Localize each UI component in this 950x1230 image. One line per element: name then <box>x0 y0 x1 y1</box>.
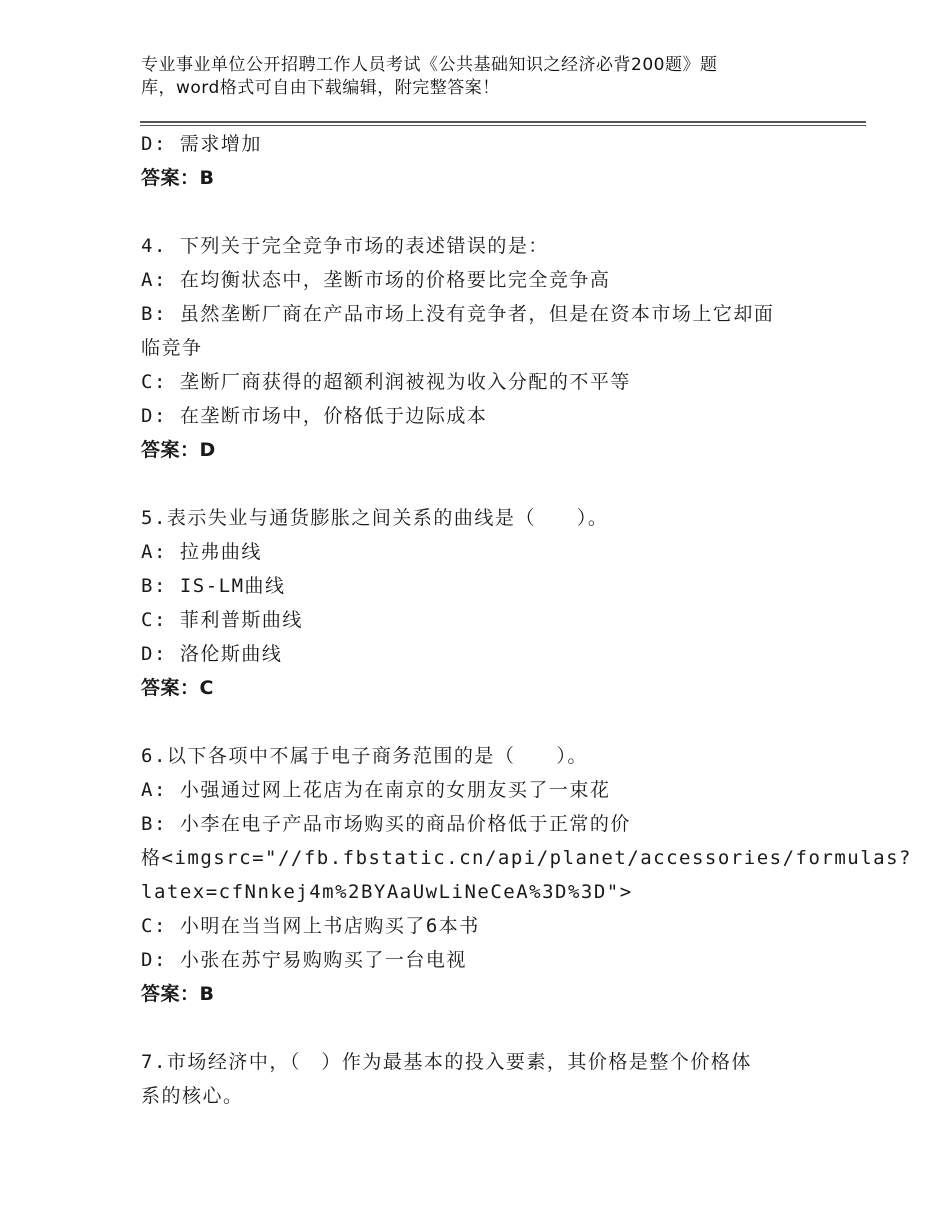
option-b: B: 小李在电子产品市场购买的商品价格低于正常的价 <box>141 813 631 835</box>
answer: 答案：B <box>141 983 215 1005</box>
option-b: B: IS-LM曲线 <box>141 575 286 597</box>
option-d: D: 需求增加 <box>141 133 262 155</box>
option-d: D: 小张在苏宁易购购买了一台电视 <box>141 949 467 971</box>
question-text-continued: 系的核心。 <box>141 1085 244 1107</box>
option-c: C: 菲利普斯曲线 <box>141 609 303 631</box>
option-c: C: 小明在当当网上书店购买了6本书 <box>141 915 480 937</box>
option-b-continued: 临竞争 <box>141 337 203 359</box>
question-3-tail <box>141 127 821 195</box>
option-b-continued-2: latex=cfNnkej4m%2BYAaUwLiNeCeA%3D%3D"> <box>141 881 633 903</box>
header-divider-top <box>140 121 866 123</box>
answer: 答案：D <box>141 439 216 461</box>
question-text: 7.市场经济中，（ ）作为最基本的投入要素，其价格是整个价格体 <box>141 1051 752 1073</box>
question-6 <box>141 739 912 1011</box>
question-list <box>141 127 912 1113</box>
option-a: A: 拉弗曲线 <box>141 541 262 563</box>
question-4 <box>141 229 821 467</box>
header-divider-bottom <box>140 125 866 126</box>
option-b: B: 虽然垄断厂商在产品市场上没有竞争者，但是在资本市场上它却面 <box>141 303 775 325</box>
answer: 答案：C <box>141 677 214 699</box>
header-line-1: 专业事业单位公开招聘工作人员考试《公共基础知识之经济必背200题》题 <box>141 55 718 75</box>
question-text: 6.以下各项中不属于电子商务范围的是（ ）。 <box>141 745 588 767</box>
option-a: A: 小强通过网上花店为在南京的女朋友买了一束花 <box>141 779 611 801</box>
option-a: A: 在均衡状态中，垄断市场的价格要比完全竞争高 <box>141 269 611 291</box>
question-5 <box>141 501 821 705</box>
page-header <box>141 54 781 100</box>
option-d: D: 在垄断市场中，价格低于边际成本 <box>141 405 488 427</box>
question-text: 5.表示失业与通货膨胀之间关系的曲线是（ ）。 <box>141 507 609 529</box>
question-text: 4. 下列关于完全竞争市场的表述错误的是： <box>141 235 549 257</box>
answer: 答案：B <box>141 167 215 189</box>
option-c: C: 垄断厂商获得的超额利润被视为收入分配的不平等 <box>141 371 631 393</box>
option-b-continued: 格<imgsrc="//fb.fbstatic.cn/api/planet/accessories/formulas? <box>141 847 912 869</box>
question-7 <box>141 1045 821 1113</box>
header-line-2: 库，word格式可自由下载编辑，附完整答案！ <box>141 78 500 98</box>
option-d: D: 洛伦斯曲线 <box>141 643 283 665</box>
